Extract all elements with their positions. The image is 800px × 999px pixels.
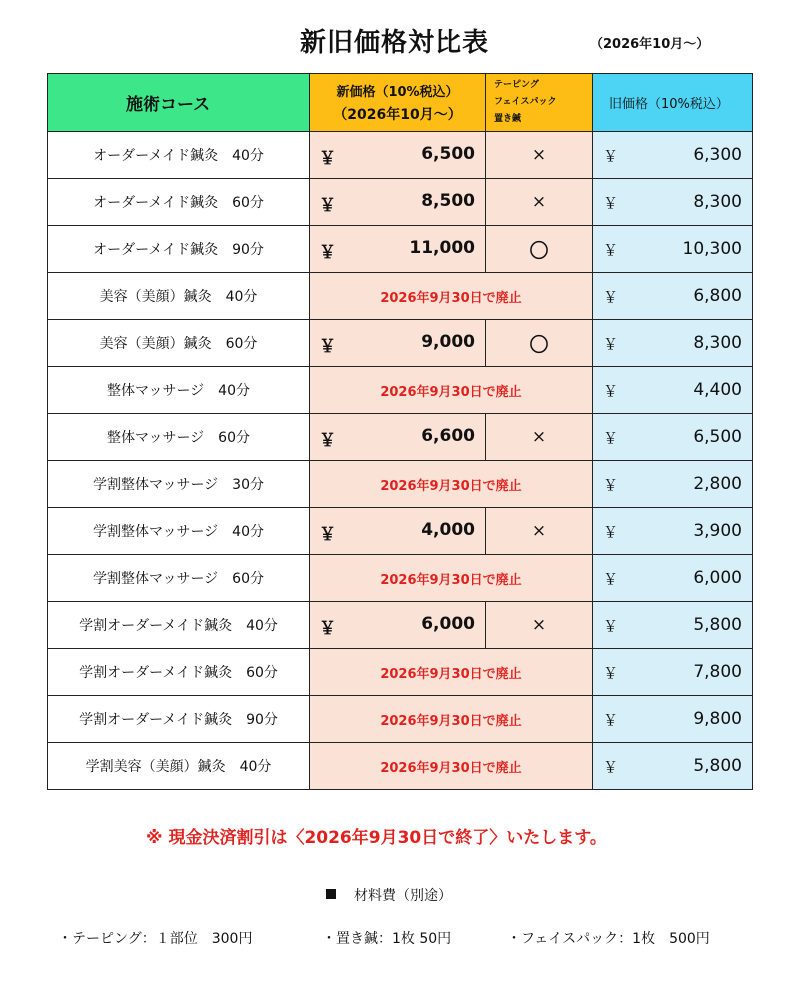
yen-symbol: ￥ xyxy=(319,196,336,216)
option-availability: × xyxy=(486,132,593,179)
yen-symbol: ￥ xyxy=(603,288,619,306)
old-price-value: 4,400 xyxy=(693,380,742,400)
new-price-value: 8,500 xyxy=(421,191,475,211)
yen-symbol: ￥ xyxy=(319,525,336,545)
new-price-cell xyxy=(310,226,486,273)
table-row xyxy=(48,273,753,320)
yen-symbol: ￥ xyxy=(603,570,619,588)
abolished-notice: 2026年9月30日で廃止 xyxy=(310,555,593,602)
new-price-value: 6,500 xyxy=(421,144,475,164)
yen-symbol: ￥ xyxy=(603,241,619,259)
option-availability: × xyxy=(486,508,593,555)
abolished-notice: 2026年9月30日で廃止 xyxy=(310,273,593,320)
yen-symbol: ￥ xyxy=(603,147,619,165)
option-availability: × xyxy=(486,179,593,226)
materials-title xyxy=(326,885,452,905)
course-name: 美容（美顔）鍼灸 60分 xyxy=(48,320,310,367)
course-name: 学割美容（美顔）鍼灸 40分 xyxy=(48,743,310,790)
table-row xyxy=(48,508,753,555)
old-price-value: 5,800 xyxy=(693,615,742,635)
yen-symbol: ￥ xyxy=(603,382,619,400)
yen-symbol: ￥ xyxy=(319,431,336,451)
old-price-cell xyxy=(593,179,753,226)
old-price-value: 9,800 xyxy=(693,709,742,729)
old-price-cell xyxy=(593,132,753,179)
old-price-cell xyxy=(593,367,753,414)
old-price-value: 5,800 xyxy=(693,756,742,776)
new-price-cell xyxy=(310,132,486,179)
yen-symbol: ￥ xyxy=(319,149,336,169)
course-name: 学割整体マッサージ 60分 xyxy=(48,555,310,602)
yen-symbol: ￥ xyxy=(603,711,619,729)
header-option-taping: テーピング xyxy=(494,80,539,90)
course-name: 整体マッサージ 60分 xyxy=(48,414,310,461)
old-price-cell xyxy=(593,743,753,790)
old-price-value: 6,800 xyxy=(693,286,742,306)
yen-symbol: ￥ xyxy=(603,476,619,494)
old-price-cell xyxy=(593,649,753,696)
course-name: オーダーメイド鍼灸 60分 xyxy=(48,179,310,226)
abolished-notice: 2026年9月30日で廃止 xyxy=(310,461,593,508)
table-row xyxy=(48,602,753,649)
option-availability: × xyxy=(486,414,593,461)
table-row xyxy=(48,743,753,790)
old-price-cell xyxy=(593,555,753,602)
course-name: 学割整体マッサージ 30分 xyxy=(48,461,310,508)
option-availability: 〇 xyxy=(486,226,593,273)
page-subtitle: （2026年10月～） xyxy=(590,37,710,52)
old-price-cell xyxy=(593,696,753,743)
option-availability: 〇 xyxy=(486,320,593,367)
table-row xyxy=(48,367,753,414)
table-row xyxy=(48,696,753,743)
old-price-cell xyxy=(593,320,753,367)
new-price-value: 9,000 xyxy=(421,332,475,352)
yen-symbol: ￥ xyxy=(603,617,619,635)
new-price-cell xyxy=(310,508,486,555)
cash-discount-notice: ※ 現金決済割引は〈2026年9月30日で終了〉いたします。 xyxy=(146,828,607,848)
header-options xyxy=(486,74,593,132)
old-price-cell xyxy=(593,226,753,273)
old-price-cell xyxy=(593,414,753,461)
old-price-value: 3,900 xyxy=(693,521,742,541)
header-new-price xyxy=(310,74,486,132)
course-name: 学割オーダーメイド鍼灸 60分 xyxy=(48,649,310,696)
old-price-cell xyxy=(593,508,753,555)
header-new-price-line1: 新価格（10%税込） xyxy=(336,85,459,100)
yen-symbol: ￥ xyxy=(603,335,619,353)
old-price-value: 8,300 xyxy=(693,333,742,353)
table-header-row xyxy=(48,74,753,132)
yen-symbol: ￥ xyxy=(603,429,619,447)
old-price-cell xyxy=(593,461,753,508)
table-row xyxy=(48,226,753,273)
header-new-price-line2: （2026年10月～） xyxy=(333,107,462,123)
materials-title-text: 材料費（別途） xyxy=(354,888,452,904)
header-option-needle: 置き鍼 xyxy=(494,114,522,124)
new-price-value: 4,000 xyxy=(421,520,475,540)
yen-symbol: ￥ xyxy=(603,194,619,212)
new-price-cell xyxy=(310,320,486,367)
old-price-value: 8,300 xyxy=(693,192,742,212)
old-price-value: 2,800 xyxy=(693,474,742,494)
table-row xyxy=(48,414,753,461)
table-row xyxy=(48,320,753,367)
square-bullet-icon xyxy=(326,889,336,899)
table-body xyxy=(48,132,753,790)
table-row xyxy=(48,555,753,602)
old-price-cell xyxy=(593,273,753,320)
material-taping: ・テーピング：１部位 300円 xyxy=(58,931,253,947)
page-title: 新旧価格対比表 xyxy=(300,28,490,58)
old-price-value: 6,300 xyxy=(693,145,742,165)
abolished-notice: 2026年9月30日で廃止 xyxy=(310,649,593,696)
yen-symbol: ￥ xyxy=(603,664,619,682)
abolished-notice: 2026年9月30日で廃止 xyxy=(310,367,593,414)
yen-symbol: ￥ xyxy=(319,337,336,357)
abolished-notice: 2026年9月30日で廃止 xyxy=(310,743,593,790)
old-price-value: 6,500 xyxy=(693,427,742,447)
yen-symbol: ￥ xyxy=(603,758,619,776)
course-name: 美容（美顔）鍼灸 40分 xyxy=(48,273,310,320)
old-price-value: 10,300 xyxy=(682,239,742,259)
header-old-price: 旧価格（10%税込） xyxy=(593,74,753,132)
price-comparison-table xyxy=(47,73,753,790)
material-needle: ・置き鍼：1枚 50円 xyxy=(322,931,452,947)
yen-symbol: ￥ xyxy=(319,243,336,263)
new-price-cell xyxy=(310,602,486,649)
table-row xyxy=(48,461,753,508)
table-row xyxy=(48,179,753,226)
abolished-notice: 2026年9月30日で廃止 xyxy=(310,696,593,743)
course-name: 学割整体マッサージ 40分 xyxy=(48,508,310,555)
new-price-value: 6,000 xyxy=(421,614,475,634)
table-row xyxy=(48,649,753,696)
new-price-cell xyxy=(310,414,486,461)
old-price-value: 7,800 xyxy=(693,662,742,682)
new-price-value: 6,600 xyxy=(421,426,475,446)
course-name: 学割オーダーメイド鍼灸 40分 xyxy=(48,602,310,649)
course-name: 整体マッサージ 40分 xyxy=(48,367,310,414)
old-price-cell xyxy=(593,602,753,649)
header-option-facepack: フェイスパック xyxy=(494,97,557,107)
old-price-value: 6,000 xyxy=(693,568,742,588)
course-name: 学割オーダーメイド鍼灸 90分 xyxy=(48,696,310,743)
option-availability: × xyxy=(486,602,593,649)
table-row xyxy=(48,132,753,179)
new-price-cell xyxy=(310,179,486,226)
course-name: オーダーメイド鍼灸 40分 xyxy=(48,132,310,179)
material-facepack: ・フェイスパック：1枚 500円 xyxy=(507,931,710,947)
yen-symbol: ￥ xyxy=(319,619,336,639)
new-price-value: 11,000 xyxy=(409,238,475,258)
header-course: 施術コース xyxy=(48,74,310,132)
course-name: オーダーメイド鍼灸 90分 xyxy=(48,226,310,273)
yen-symbol: ￥ xyxy=(603,523,619,541)
